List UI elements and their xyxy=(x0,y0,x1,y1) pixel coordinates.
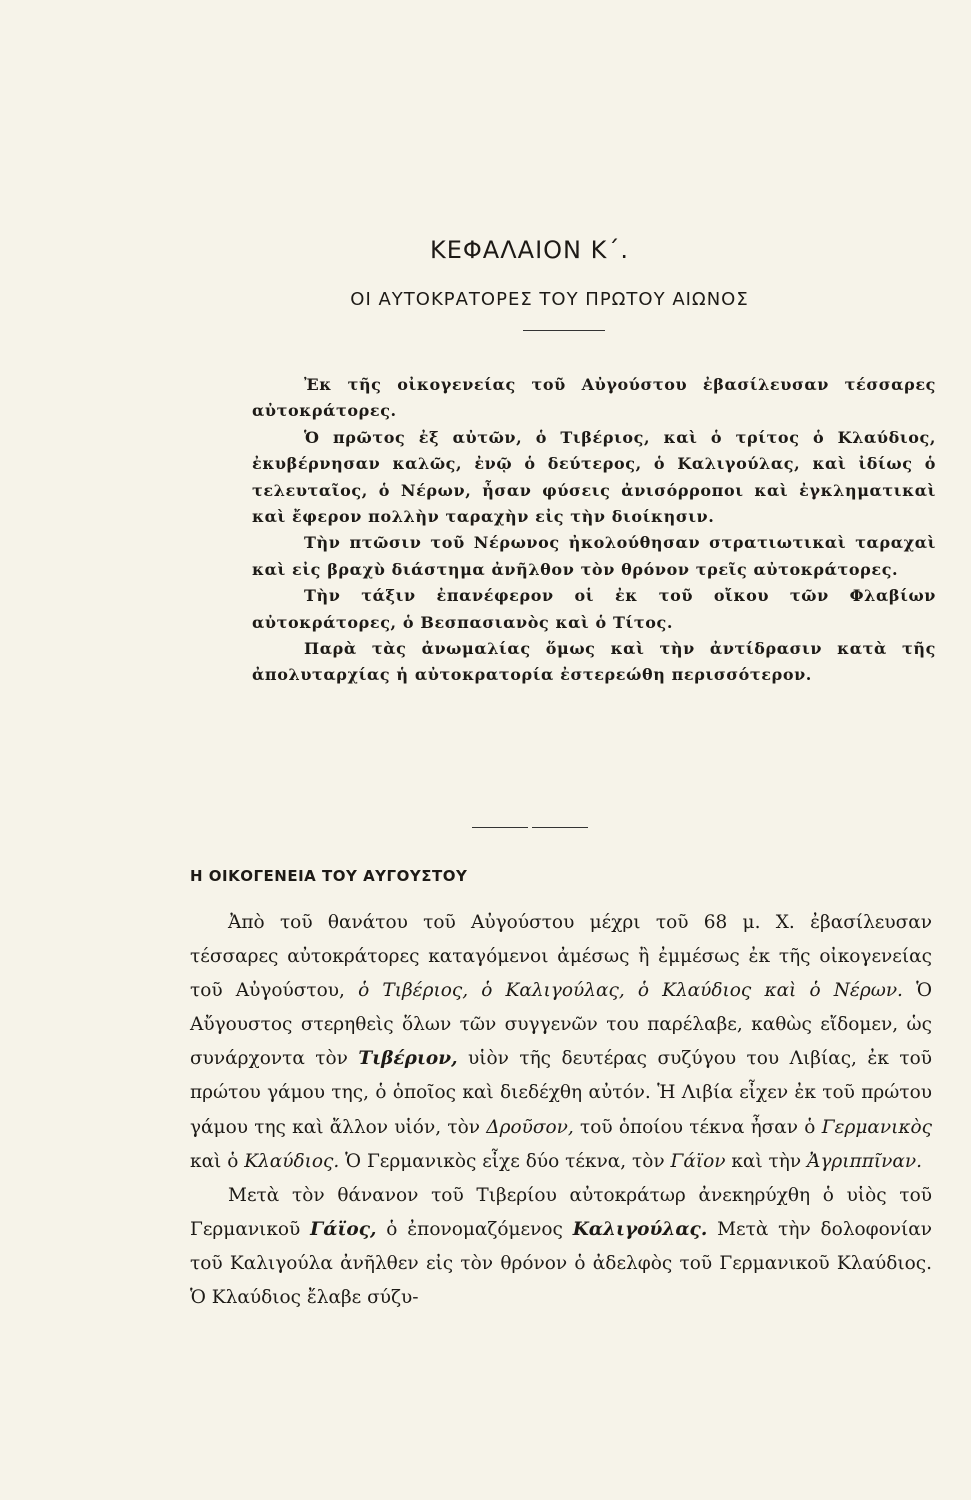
summary-paragraph: Τὴν τάξιν ἐπανέφερον οἱ ἐκ τοῦ οἴκου τῶν Φλαβίων αὐτοκράτορες, ὁ Βεσπασιανὸς καὶ ὁ Τίτος. xyxy=(252,586,936,632)
italic-run: ὁ Τιβέριος, ὁ Καλιγούλας, ὁ Κλαύδιος καὶ ὁ Νέρων. xyxy=(358,980,903,1002)
summary-paragraph: Παρὰ τὰς ἀνωμαλίας ὅμως καὶ τὴν ἀντίδρασιν κατὰ τῆς ἀπολυταρχίας ἡ αὐτοκρατορία ἐστερεώθη περισσότερον. xyxy=(252,639,936,685)
body-paragraph xyxy=(190,1179,932,1315)
text-run: τοῦ ὁποίου τέκνα ἦσαν ὁ xyxy=(573,1116,822,1138)
italic-run: Ἀγριππῖναν. xyxy=(806,1150,922,1172)
body-text xyxy=(190,906,932,1315)
emphasis-run: Τιβέριον, xyxy=(358,1048,458,1070)
chapter-title: ΚΕΦΑΛΑΙΟΝ Κ΄. xyxy=(430,236,629,264)
text-run: Ἀπὸ τοῦ θανάτου τοῦ Αὐγούστου μέχρι τοῦ 68 μ. Χ. ἐβασίλευσαν τέσσαρες αὐτοκράτορες καταγόμενοι ἀμέσως ἢ ἐμμέσως ἐκ τῆς οἰκογενείας τοῦ Αὐγούστου, xyxy=(190,912,932,1002)
section-heading: Η ΟΙΚΟΓΕΝΕΙΑ ΤΟΥ ΑΥΓΟΥΣΤΟΥ xyxy=(190,867,468,885)
text-run: ὁ ἐπονομαζόμενος xyxy=(376,1218,573,1240)
text-run: Μετὰ τὴν δολοφονίαν τοῦ Καλιγούλα ἀνῆλθεν εἰς τὸν θρόνον ὁ ἀδελφὸς τοῦ Γερμανικοῦ Κλαύδιος. Ὁ Κλαύδιος ἔλαβε σύζυ- xyxy=(190,1218,933,1309)
section-divider-right xyxy=(532,827,588,828)
italic-run: Γάϊον xyxy=(670,1150,726,1172)
chapter-summary xyxy=(252,372,936,689)
emphasis-run: Γάϊος, xyxy=(310,1218,377,1240)
summary-paragraph: Ὁ πρῶτος ἐξ αὐτῶν, ὁ Τιβέριος, καὶ ὁ τρίτος ὁ Κλαύδιος, ἐκυβέρνησαν καλῶς, ἐνῷ ὁ δεύτερος, ὁ Καλιγούλας, καὶ ἰδίως ὁ τελευταῖος, ὁ Νέρων, ἦσαν φύσεις ἀνισόρροποι καὶ ἐγκληματικαὶ καὶ ἔφερον πολλὴν ταραχὴν εἰς τὴν διοίκησιν. xyxy=(252,427,936,527)
chapter-subtitle: ΟΙ ΑΥΤΟΚΡΑΤΟΡΕΣ ΤΟΥ ΠΡΩΤΟΥ ΑΙΩΝΟΣ xyxy=(350,289,749,310)
text-run: υἱὸν τῆς δευτέρας συζύγου του Λιβίας, ἐκ τοῦ πρώτου γάμου της, ὁ ὁποῖος καὶ διεδέχθη αὐτόν. Ἡ Λιβία εἶχεν ἐκ τοῦ πρώτου γάμου της καὶ ἄλλον υἱόν, τὸν xyxy=(190,1048,932,1138)
text-run: καὶ ὁ xyxy=(190,1150,245,1172)
summary-paragraph: Τὴν πτῶσιν τοῦ Νέρωνος ἠκολούθησαν στρατιωτικαὶ ταραχαὶ καὶ εἰς βραχὺ διάστημα ἀνῆλθον τὸν θρόνον τρεῖς αὐτοκράτορες. xyxy=(252,533,936,579)
italic-run: Γερμανικὸς xyxy=(821,1116,932,1138)
text-run: καὶ τὴν xyxy=(725,1150,807,1172)
body-paragraph xyxy=(190,906,932,1179)
text-run: Ὁ Γερμανικὸς εἶχε δύο τέκνα, τὸν xyxy=(339,1150,671,1172)
text-run: Ὁ Αὔγουστος στερηθεὶς ὅλων τῶν συγγενῶν του παρέλαβε, καθὼς εἴδομεν, ὡς συνάρχοντα τὸν xyxy=(190,980,932,1070)
title-divider xyxy=(523,330,605,331)
text-run: Μετὰ τὸν θάνανον τοῦ Τιβερίου αὐτοκράτωρ ἀνεκηρύχθη ὁ υἱὸς τοῦ Γερμανικοῦ xyxy=(190,1184,932,1240)
emphasis-run: Καλιγούλας. xyxy=(572,1218,708,1240)
summary-paragraph: Ἐκ τῆς οἰκογενείας τοῦ Αὐγούστου ἐβασίλευσαν τέσσαρες αὐτοκράτορες. xyxy=(252,375,936,421)
italic-run: Κλαύδιος. xyxy=(244,1150,340,1172)
italic-run: Δροῦσον, xyxy=(486,1116,574,1138)
section-divider-left xyxy=(472,827,528,828)
